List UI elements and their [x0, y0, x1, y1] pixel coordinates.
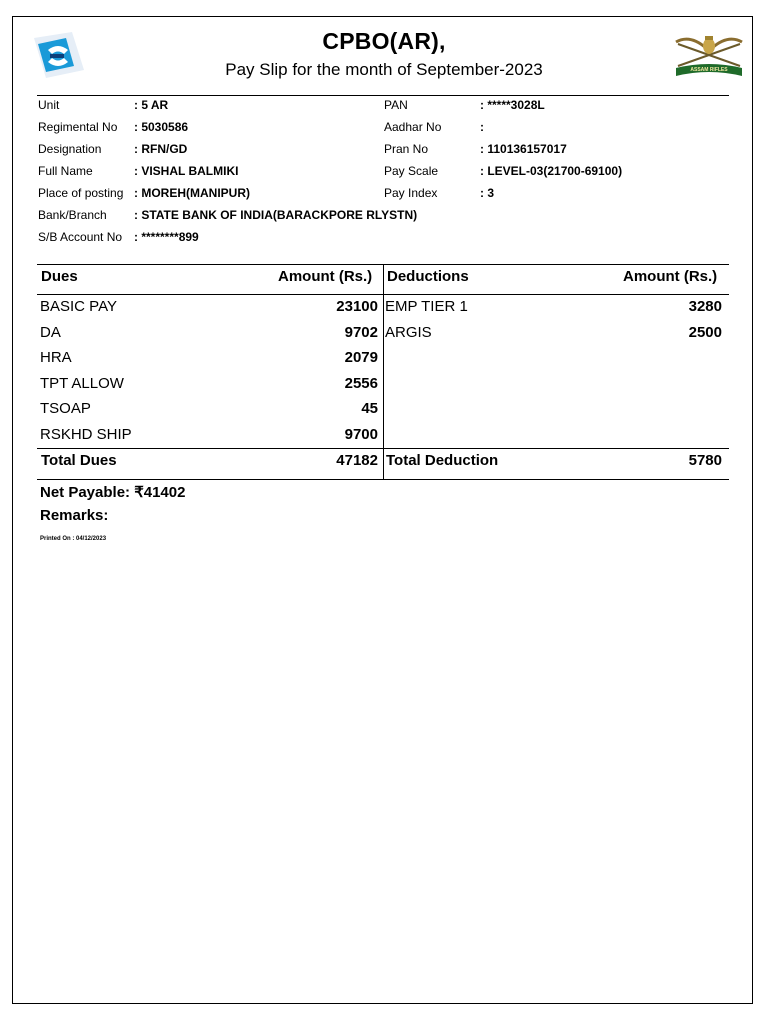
- assam-rifles-crest-icon: [672, 30, 746, 80]
- table-column-divider: [383, 264, 384, 479]
- total-dues-value: 47182: [336, 452, 378, 469]
- dues-item-amount: 2079: [344, 349, 378, 366]
- total-deduction-label: Total Deduction: [386, 452, 499, 469]
- info-value: : 3: [480, 186, 495, 200]
- info-value: :: [480, 120, 484, 134]
- info-value: : MOREH(MANIPUR): [134, 186, 250, 200]
- info-label: Bank/Branch: [38, 208, 107, 222]
- info-value: : STATE BANK OF INDIA(BARACKPORE RLYSTN): [134, 208, 418, 222]
- page-subtitle: Pay Slip for the month of September-2023: [225, 60, 543, 79]
- dues-header: Dues: [41, 268, 78, 285]
- info-value: : RFN/GD: [134, 142, 188, 156]
- deductions-header: Deductions: [387, 268, 469, 285]
- totals-top-border: [37, 448, 729, 449]
- totals-bottom-border: [37, 479, 729, 480]
- dues-item-name: TSOAP: [40, 400, 91, 417]
- info-label: Pay Index: [384, 186, 438, 200]
- info-value: : 5030586: [134, 120, 189, 134]
- info-label: Regimental No: [38, 120, 118, 134]
- deduction-item-amount: 3280: [688, 298, 722, 315]
- deductions-amount-header: Amount (Rs.): [623, 268, 718, 285]
- crest-ribbon-text: ASSAM RIFLES: [690, 67, 728, 73]
- page-title: CPBO(AR),: [322, 28, 446, 54]
- info-value: : *****3028L: [480, 98, 545, 112]
- dues-item-amount: 9702: [344, 323, 378, 341]
- net-payable: Net Payable: ₹41402: [40, 484, 186, 501]
- dues-item-amount: 2556: [344, 374, 378, 392]
- info-label: Pran No: [384, 142, 429, 156]
- deduction-item-name: EMP TIER 1: [385, 298, 468, 315]
- dues-item-name: DA: [40, 323, 61, 341]
- info-label: Designation: [38, 142, 102, 156]
- deduction-item-amount: 2500: [688, 323, 722, 341]
- dues-amount-header: Amount (Rs.): [278, 268, 373, 285]
- info-label: Pay Scale: [384, 164, 439, 178]
- dues-item-name: HRA: [40, 349, 72, 366]
- dues-item-name: RSKHD SHIP: [40, 425, 132, 443]
- dues-item-name: TPT ALLOW: [40, 374, 124, 392]
- dues-item-amount: 9700: [344, 425, 378, 443]
- info-label: Full Name: [38, 164, 93, 178]
- info-label: Place of posting: [38, 186, 124, 200]
- info-label: S/B Account No: [38, 230, 123, 244]
- info-value: : 5 AR: [134, 98, 169, 112]
- info-label: Unit: [38, 98, 60, 112]
- total-dues-label: Total Dues: [41, 452, 117, 469]
- info-value: : ********899: [134, 230, 199, 244]
- info-value: : VISHAL BALMIKI: [134, 164, 239, 178]
- info-value: : LEVEL-03(21700-69100): [480, 164, 623, 178]
- header-divider: [37, 95, 729, 96]
- printed-on: Printed On : 04/12/2023: [40, 536, 107, 542]
- remarks-label: Remarks:: [40, 507, 109, 524]
- total-deduction-value: 5780: [688, 452, 722, 469]
- dues-item-amount: 23100: [336, 298, 378, 315]
- dues-item-name: BASIC PAY: [40, 298, 117, 315]
- payslip-page: [12, 16, 753, 1004]
- info-value: : 110136157017: [480, 142, 567, 156]
- dues-item-amount: 45: [361, 400, 378, 417]
- info-label: Aadhar No: [384, 120, 442, 134]
- info-label: PAN: [384, 98, 408, 112]
- deduction-item-name: ARGIS: [385, 323, 432, 341]
